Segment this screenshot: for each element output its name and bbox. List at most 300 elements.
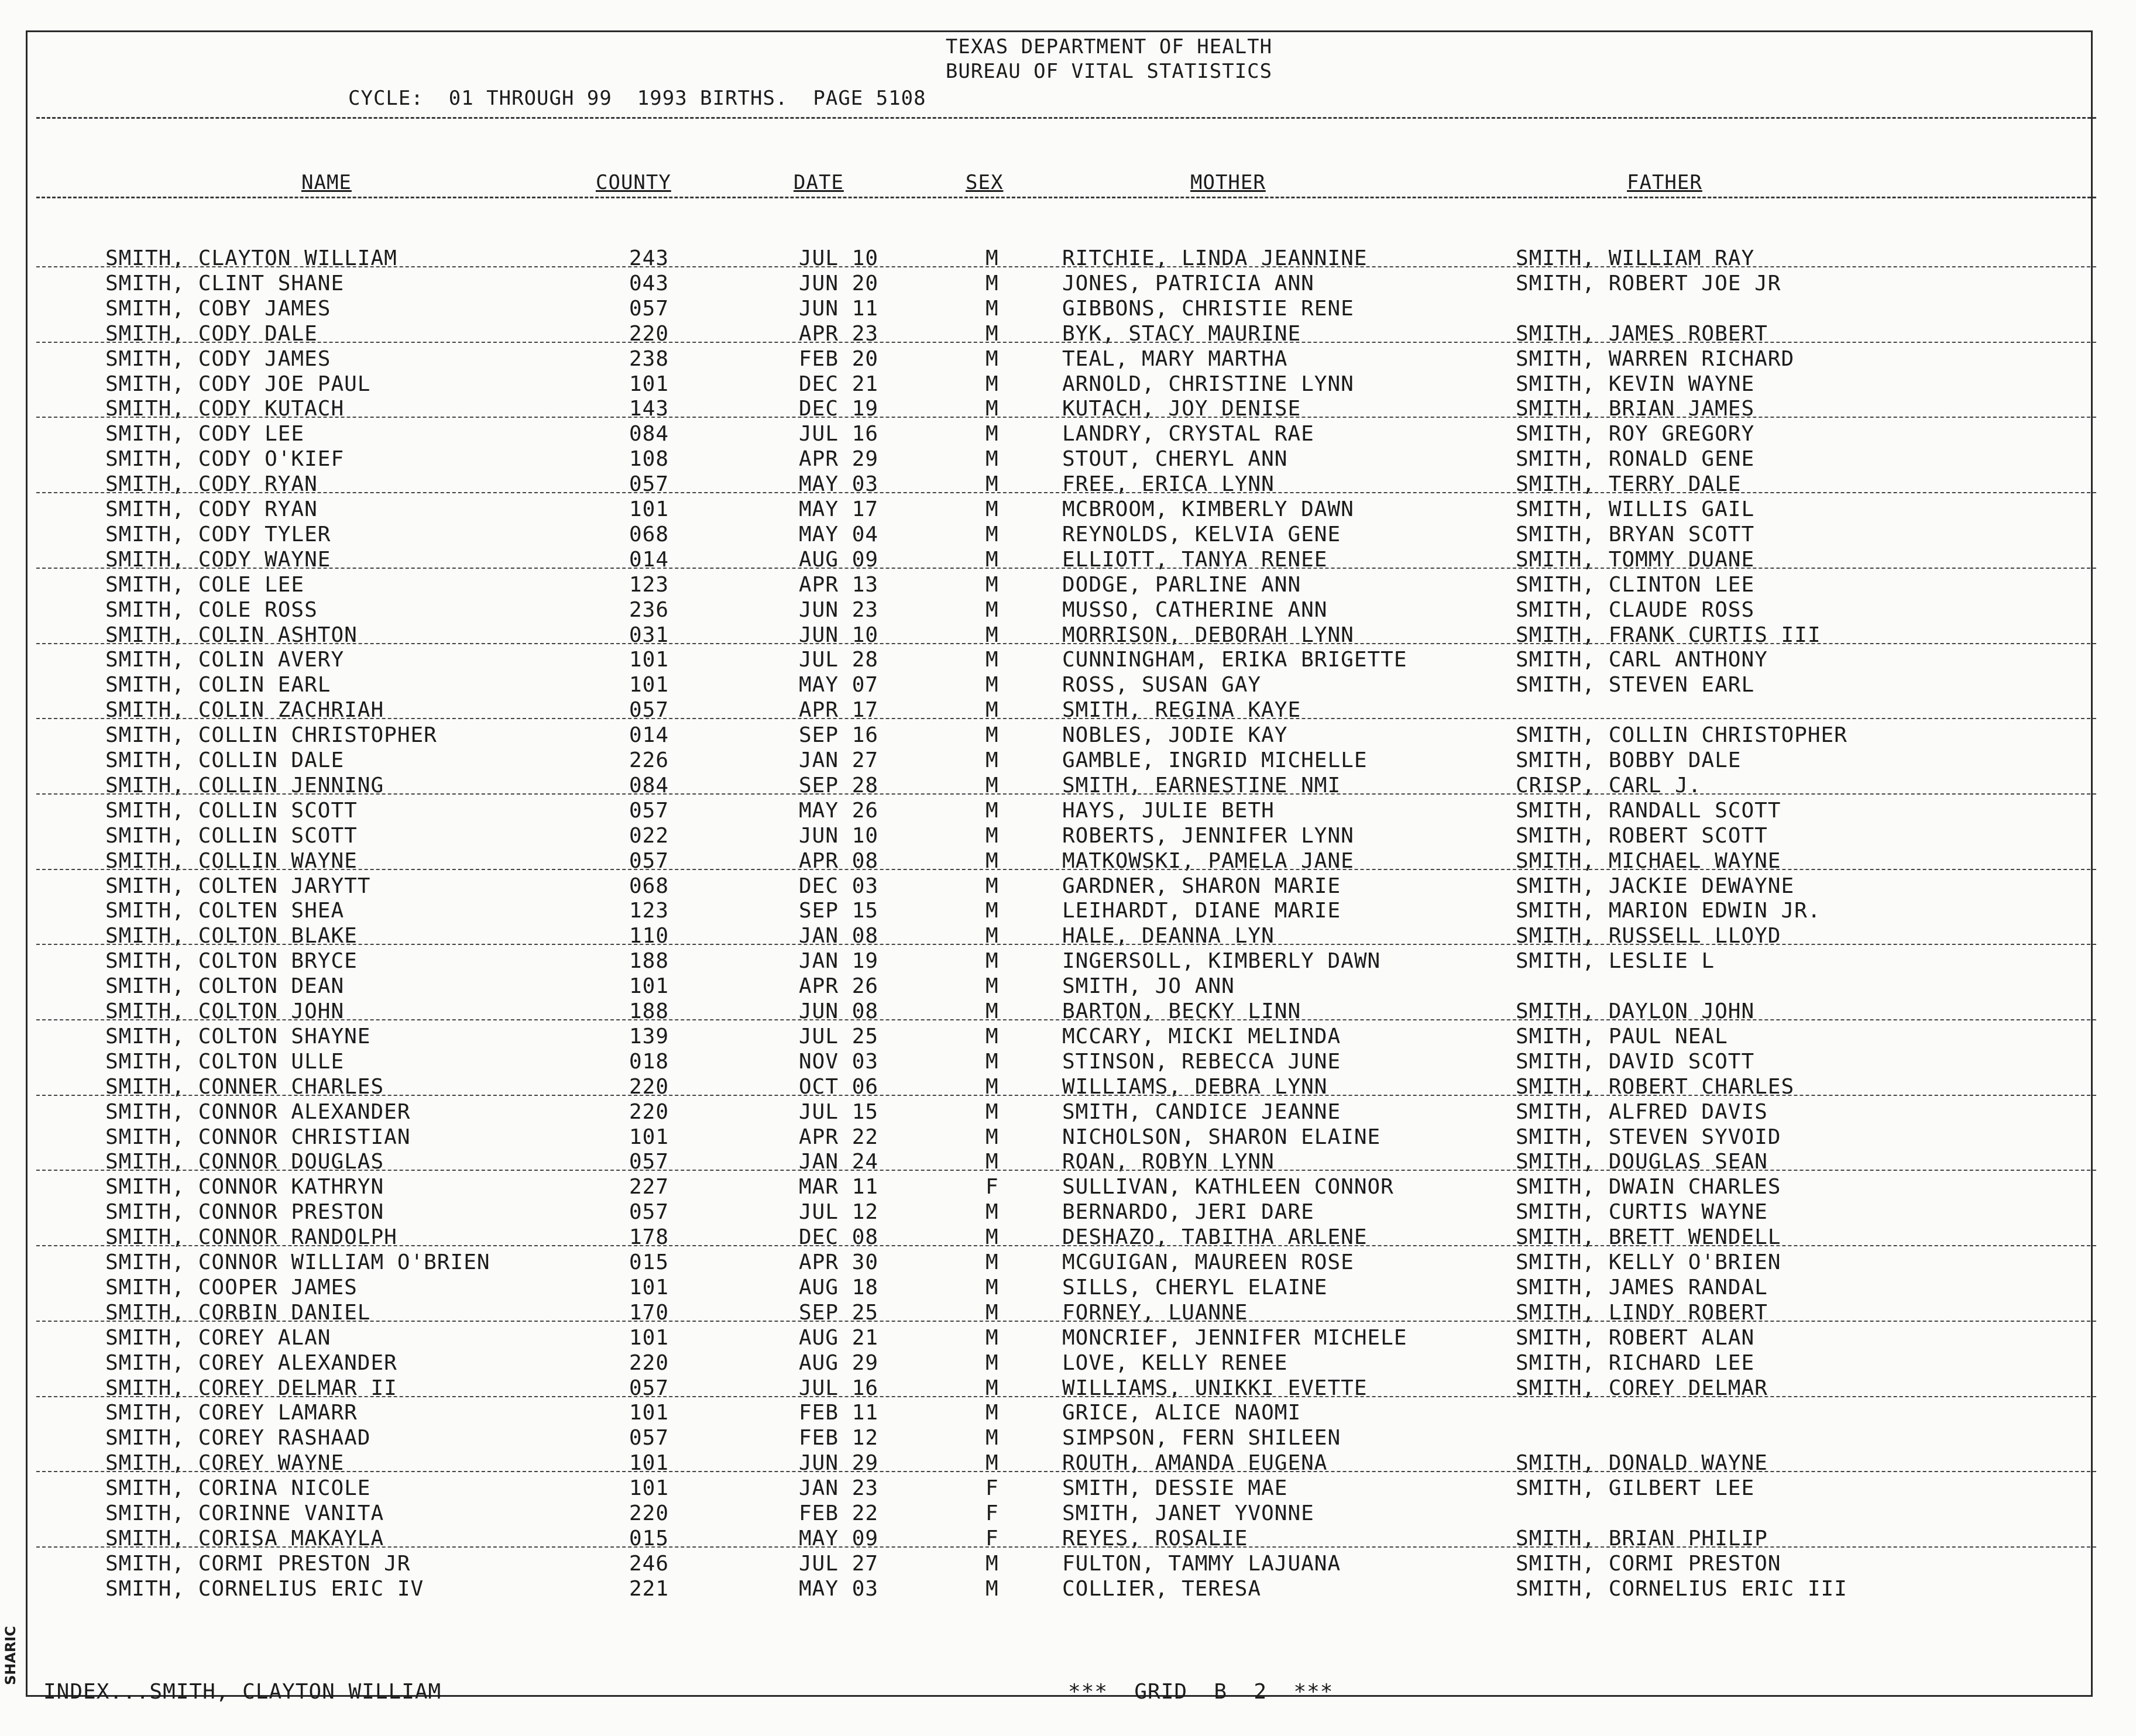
cell-father: SMITH, DAVID SCOTT <box>1516 1050 1755 1074</box>
table-row <box>0 874 2136 899</box>
cell-name: SMITH, COLTON DEAN <box>105 974 345 998</box>
cell-sex: M <box>985 1150 999 1174</box>
cell-sex: M <box>985 1301 999 1325</box>
cell-date: APR 26 <box>799 974 879 998</box>
cell-father: SMITH, KEVIN WAYNE <box>1516 372 1755 396</box>
cell-name: SMITH, CONNER CHARLES <box>105 1075 384 1099</box>
cell-father: SMITH, ALFRED DAVIS <box>1516 1100 1768 1124</box>
table-row <box>0 1074 2136 1099</box>
cell-name: SMITH, CODY LEE <box>105 422 305 446</box>
row-rule <box>36 793 2096 795</box>
table-row <box>0 1325 2136 1350</box>
cell-mother: WILLIAMS, UNIKKI EVETTE <box>1062 1376 1368 1400</box>
cell-father: SMITH, MARION EDWIN JR. <box>1516 899 1821 923</box>
table-row <box>0 246 2136 271</box>
cell-county: 110 <box>629 924 669 948</box>
cell-name: SMITH, COREY LAMARR <box>105 1401 358 1425</box>
cell-county: 068 <box>629 522 669 546</box>
cell-date: JAN 19 <box>799 949 879 973</box>
cell-sex: M <box>985 1451 999 1475</box>
cell-name: SMITH, CORNELIUS ERIC IV <box>105 1577 424 1601</box>
cell-sex: M <box>985 1401 999 1425</box>
table-row <box>0 1024 2136 1049</box>
cell-name: SMITH, CORINA NICOLE <box>105 1476 371 1500</box>
cell-county: 143 <box>629 397 669 421</box>
cell-county: 238 <box>629 347 669 371</box>
cell-name: SMITH, COLE LEE <box>105 573 305 597</box>
table-row <box>0 497 2136 522</box>
cell-sex: M <box>985 472 999 496</box>
cell-name: SMITH, CORBIN DANIEL <box>105 1301 371 1325</box>
cell-county: 057 <box>629 1426 669 1450</box>
cell-father: CRISP, CARL J. <box>1516 774 1702 797</box>
cell-sex: M <box>985 1125 999 1149</box>
cell-county: 101 <box>629 673 669 697</box>
cell-name: SMITH, COREY ALAN <box>105 1326 331 1350</box>
cell-date: JUL 25 <box>799 1025 879 1049</box>
cell-mother: MORRISON, DEBORAH LYNN <box>1062 623 1354 647</box>
cell-name: SMITH, COLTEN JARYTT <box>105 874 371 898</box>
cell-sex: M <box>985 1577 999 1601</box>
cell-name: SMITH, CLINT SHANE <box>105 271 345 295</box>
cell-sex: M <box>985 748 999 772</box>
cell-father: SMITH, BRETT WENDELL <box>1516 1225 1781 1249</box>
row-rule <box>36 1095 2096 1096</box>
cell-mother: SMITH, JANET YVONNE <box>1062 1501 1314 1525</box>
cell-father: SMITH, WILLIAM RAY <box>1516 246 1755 270</box>
cell-mother: NICHOLSON, SHARON ELAINE <box>1062 1125 1381 1149</box>
table-row <box>0 672 2136 697</box>
cell-date: MAY 17 <box>799 497 879 521</box>
cell-date: FEB 11 <box>799 1401 879 1425</box>
cell-name: SMITH, COLTON BRYCE <box>105 949 358 973</box>
cell-father: SMITH, ROY GREGORY <box>1516 422 1755 446</box>
cell-sex: M <box>985 1200 999 1224</box>
report-title: TEXAS DEPARTMENT OF HEALTH <box>945 35 1273 59</box>
cell-mother: SMITH, CANDICE JEANNE <box>1062 1100 1341 1124</box>
divider <box>36 197 2096 198</box>
cell-date: SEP 25 <box>799 1301 879 1325</box>
cell-date: JUN 29 <box>799 1451 879 1475</box>
cell-sex: F <box>985 1476 999 1500</box>
cell-name: SMITH, CODY KUTACH <box>105 397 345 421</box>
table-row <box>0 396 2136 421</box>
cell-name: SMITH, CODY RYAN <box>105 497 318 521</box>
cell-date: APR 30 <box>799 1250 879 1274</box>
cell-county: 123 <box>629 899 669 923</box>
cell-father: SMITH, JACKIE DEWAYNE <box>1516 874 1795 898</box>
cell-county: 101 <box>629 1451 669 1475</box>
table-row <box>0 1400 2136 1425</box>
table-row <box>0 1049 2136 1074</box>
cell-father: SMITH, DWAIN CHARLES <box>1516 1175 1781 1199</box>
cell-county: 220 <box>629 1351 669 1375</box>
cell-sex: M <box>985 648 999 672</box>
cell-sex: M <box>985 774 999 797</box>
cell-sex: M <box>985 497 999 521</box>
row-rule <box>36 1019 2096 1020</box>
cell-sex: M <box>985 673 999 697</box>
cell-county: 084 <box>629 774 669 797</box>
cell-sex: M <box>985 598 999 622</box>
cell-date: MAY 26 <box>799 799 879 823</box>
row-rule <box>36 718 2096 719</box>
cell-county: 221 <box>629 1577 669 1601</box>
cell-date: MAR 11 <box>799 1175 879 1199</box>
cell-sex: M <box>985 874 999 898</box>
cell-name: SMITH, COBY JAMES <box>105 297 331 321</box>
row-rule <box>36 944 2096 945</box>
cell-name: SMITH, CONNOR PRESTON <box>105 1200 384 1224</box>
row-rule <box>36 266 2096 267</box>
cell-date: DEC 03 <box>799 874 879 898</box>
row-rule <box>36 1546 2096 1548</box>
cell-mother: RITCHIE, LINDA JEANNINE <box>1062 246 1368 270</box>
row-rule <box>36 1471 2096 1472</box>
table-row <box>0 597 2136 623</box>
cell-mother: INGERSOLL, KIMBERLY DAWN <box>1062 949 1381 973</box>
cell-name: SMITH, COLLIN SCOTT <box>105 799 358 823</box>
cell-mother: LEIHARDT, DIANE MARIE <box>1062 899 1341 923</box>
cell-sex: F <box>985 1527 999 1551</box>
cell-county: 220 <box>629 1075 669 1099</box>
report-subtitle: BUREAU OF VITAL STATISTICS <box>945 60 1273 83</box>
cell-county: 084 <box>629 422 669 446</box>
cell-name: SMITH, COOPER JAMES <box>105 1276 358 1300</box>
cell-date: SEP 15 <box>799 899 879 923</box>
cell-county: 101 <box>629 497 669 521</box>
cell-date: APR 17 <box>799 698 879 722</box>
cell-mother: ELLIOTT, TANYA RENEE <box>1062 548 1328 572</box>
cell-mother: STOUT, CHERYL ANN <box>1062 447 1288 471</box>
cell-name: SMITH, CORMI PRESTON JR <box>105 1552 411 1576</box>
cell-date: AUG 21 <box>799 1326 879 1350</box>
cell-date: DEC 21 <box>799 372 879 396</box>
table-row <box>0 999 2136 1024</box>
cell-sex: M <box>985 297 999 321</box>
cell-sex: M <box>985 1552 999 1576</box>
cell-sex: M <box>985 999 999 1023</box>
cell-county: 108 <box>629 447 669 471</box>
cell-county: 057 <box>629 1376 669 1400</box>
cell-father: SMITH, STEVEN EARL <box>1516 673 1755 697</box>
cell-mother: SMITH, REGINA KAYE <box>1062 698 1301 722</box>
cell-mother: NOBLES, JODIE KAY <box>1062 723 1288 747</box>
cell-name: SMITH, CODY TYLER <box>105 522 331 546</box>
cell-date: AUG 18 <box>799 1276 879 1300</box>
cell-sex: M <box>985 899 999 923</box>
cell-county: 220 <box>629 322 669 346</box>
row-rule <box>36 568 2096 569</box>
cell-sex: M <box>985 723 999 747</box>
cell-name: SMITH, COREY ALEXANDER <box>105 1351 397 1375</box>
cell-mother: LOVE, KELLY RENEE <box>1062 1351 1288 1375</box>
cell-name: SMITH, CONNOR WILLIAM O'BRIEN <box>105 1250 490 1274</box>
cell-name: SMITH, COLE ROSS <box>105 598 318 622</box>
cell-date: AUG 29 <box>799 1351 879 1375</box>
cell-date: JUN 23 <box>799 598 879 622</box>
cell-county: 101 <box>629 648 669 672</box>
cell-county: 018 <box>629 1050 669 1074</box>
table-row <box>0 623 2136 648</box>
table-row <box>0 271 2136 296</box>
cell-date: JUN 10 <box>799 824 879 848</box>
cell-father: SMITH, BRYAN SCOTT <box>1516 522 1755 546</box>
table-row <box>0 1099 2136 1125</box>
col-header-sex: SEX <box>966 171 1004 194</box>
cell-name: SMITH, COLTON SHAYNE <box>105 1025 371 1049</box>
cell-name: SMITH, COLTON ULLE <box>105 1050 345 1074</box>
table-row <box>0 723 2136 748</box>
cell-sex: M <box>985 698 999 722</box>
cell-mother: SULLIVAN, KATHLEEN CONNOR <box>1062 1175 1394 1199</box>
cell-father: SMITH, RUSSELL LLOYD <box>1516 924 1781 948</box>
table-row <box>0 773 2136 798</box>
cell-date: JUN 08 <box>799 999 879 1023</box>
cell-name: SMITH, CONNOR KATHRYN <box>105 1175 384 1199</box>
cell-mother: CUNNINGHAM, ERIKA BRIGETTE <box>1062 648 1407 672</box>
cell-date: FEB 20 <box>799 347 879 371</box>
row-rule <box>36 1245 2096 1246</box>
cell-county: 101 <box>629 1125 669 1149</box>
cell-father: SMITH, COLLIN CHRISTOPHER <box>1516 723 1847 747</box>
cell-sex: M <box>985 799 999 823</box>
table-row <box>0 572 2136 597</box>
cell-date: JUL 12 <box>799 1200 879 1224</box>
cell-father: SMITH, CURTIS WAYNE <box>1516 1200 1768 1224</box>
cell-father: SMITH, FRANK CURTIS III <box>1516 623 1821 647</box>
cell-mother: ROSS, SUSAN GAY <box>1062 673 1262 697</box>
table-row <box>0 1225 2136 1250</box>
cell-father: SMITH, WILLIS GAIL <box>1516 497 1755 521</box>
cell-county: 057 <box>629 849 669 873</box>
cell-father: SMITH, ROBERT ALAN <box>1516 1326 1755 1350</box>
cell-name: SMITH, CONNOR CHRISTIAN <box>105 1125 411 1149</box>
cell-name: SMITH, COLIN ZACHRIAH <box>105 698 384 722</box>
cell-date: JUN 20 <box>799 271 879 295</box>
cell-mother: BYK, STACY MAURINE <box>1062 322 1301 346</box>
cell-father: SMITH, BOBBY DALE <box>1516 748 1742 772</box>
cell-date: JAN 24 <box>799 1150 879 1174</box>
cell-sex: M <box>985 372 999 396</box>
cell-father: SMITH, JAMES RANDAL <box>1516 1276 1768 1300</box>
table-row <box>0 547 2136 572</box>
table-row <box>0 848 2136 874</box>
cell-name: SMITH, COREY WAYNE <box>105 1451 345 1475</box>
cell-name: SMITH, CODY DALE <box>105 322 318 346</box>
cell-father: SMITH, RANDALL SCOTT <box>1516 799 1781 823</box>
cell-county: 057 <box>629 698 669 722</box>
cell-mother: SIMPSON, FERN SHILEEN <box>1062 1426 1341 1450</box>
cell-mother: REYES, ROSALIE <box>1062 1527 1248 1551</box>
table-row <box>0 948 2136 974</box>
cell-name: SMITH, COLLIN JENNING <box>105 774 384 797</box>
cell-mother: ARNOLD, CHRISTINE LYNN <box>1062 372 1354 396</box>
row-rule <box>36 1321 2096 1322</box>
table-row <box>0 1501 2136 1526</box>
cell-name: SMITH, COLIN ASHTON <box>105 623 358 647</box>
cell-county: 170 <box>629 1301 669 1325</box>
cell-father: SMITH, RONALD GENE <box>1516 447 1755 471</box>
table-row <box>0 522 2136 547</box>
cell-father: SMITH, DONALD WAYNE <box>1516 1451 1768 1475</box>
cell-mother: SILLS, CHERYL ELAINE <box>1062 1276 1328 1300</box>
cell-date: JUL 28 <box>799 648 879 672</box>
cell-sex: M <box>985 422 999 446</box>
cell-mother: MCGUIGAN, MAUREEN ROSE <box>1062 1250 1354 1274</box>
cell-sex: M <box>985 1426 999 1450</box>
cell-date: JUL 10 <box>799 246 879 270</box>
cell-father: SMITH, TOMMY DUANE <box>1516 548 1755 572</box>
cell-mother: STINSON, REBECCA JUNE <box>1062 1050 1341 1074</box>
table-row <box>0 1300 2136 1325</box>
cell-name: SMITH, CONNOR ALEXANDER <box>105 1100 411 1124</box>
col-header-mother: MOTHER <box>1190 171 1266 194</box>
table-row <box>0 1576 2136 1601</box>
row-rule <box>36 643 2096 644</box>
cell-mother: FORNEY, LUANNE <box>1062 1301 1248 1325</box>
table-row <box>0 823 2136 848</box>
cell-mother: SMITH, JO ANN <box>1062 974 1235 998</box>
cell-mother: JONES, PATRICIA ANN <box>1062 271 1314 295</box>
cell-mother: FULTON, TAMMY LAJUANA <box>1062 1552 1341 1576</box>
cell-name: SMITH, CLAYTON WILLIAM <box>105 246 397 270</box>
cell-mother: DESHAZO, TABITHA ARLENE <box>1062 1225 1368 1249</box>
cell-father: SMITH, WARREN RICHARD <box>1516 347 1795 371</box>
cell-father: SMITH, BRIAN JAMES <box>1516 397 1755 421</box>
cell-name: SMITH, CONNOR RANDOLPH <box>105 1225 397 1249</box>
cell-name: SMITH, CORISA MAKAYLA <box>105 1527 384 1551</box>
cell-sex: F <box>985 1175 999 1199</box>
cell-sex: M <box>985 1050 999 1074</box>
cell-county: 101 <box>629 1326 669 1350</box>
cell-mother: COLLIER, TERESA <box>1062 1577 1262 1601</box>
cell-county: 022 <box>629 824 669 848</box>
cell-date: JAN 23 <box>799 1476 879 1500</box>
cell-date: MAY 03 <box>799 1577 879 1601</box>
cell-date: DEC 08 <box>799 1225 879 1249</box>
table-row <box>0 296 2136 321</box>
table-row <box>0 1551 2136 1576</box>
cell-sex: M <box>985 447 999 471</box>
cell-sex: M <box>985 1326 999 1350</box>
cell-father: SMITH, CLAUDE ROSS <box>1516 598 1755 622</box>
side-label: SHARIC <box>2 1626 19 1685</box>
table-row <box>0 697 2136 723</box>
row-rule <box>36 1170 2096 1171</box>
footer-grid: *** GRID B 2 *** <box>1068 1680 1334 1704</box>
cell-father: SMITH, CLINTON LEE <box>1516 573 1755 597</box>
cycle-line: CYCLE: 01 THROUGH 99 1993 BIRTHS. PAGE 5108 <box>348 87 926 110</box>
cell-county: 226 <box>629 748 669 772</box>
cell-date: FEB 22 <box>799 1501 879 1525</box>
cell-name: SMITH, COREY RASHAAD <box>105 1426 371 1450</box>
cell-mother: TEAL, MARY MARTHA <box>1062 347 1288 371</box>
table-row <box>0 421 2136 446</box>
cell-date: AUG 09 <box>799 548 879 572</box>
cell-sex: M <box>985 1250 999 1274</box>
cell-sex: F <box>985 1501 999 1525</box>
cell-father: SMITH, RICHARD LEE <box>1516 1351 1755 1375</box>
cell-sex: M <box>985 347 999 371</box>
col-header-father: FATHER <box>1627 171 1702 194</box>
cell-name: SMITH, CODY JAMES <box>105 347 331 371</box>
cell-father: SMITH, CORNELIUS ERIC III <box>1516 1577 1847 1601</box>
table-row <box>0 346 2136 372</box>
cell-county: 220 <box>629 1501 669 1525</box>
cell-county: 123 <box>629 573 669 597</box>
cell-county: 068 <box>629 874 669 898</box>
table-row <box>0 748 2136 773</box>
cell-date: SEP 16 <box>799 723 879 747</box>
cell-sex: M <box>985 397 999 421</box>
cell-name: SMITH, COLIN EARL <box>105 673 331 697</box>
cell-father: SMITH, MICHAEL WAYNE <box>1516 849 1781 873</box>
cell-date: MAY 07 <box>799 673 879 697</box>
cell-county: 057 <box>629 1150 669 1174</box>
footer-index: INDEX...SMITH, CLAYTON WILLIAM <box>43 1680 442 1704</box>
cell-county: 188 <box>629 949 669 973</box>
table-row <box>0 1476 2136 1501</box>
cell-father: SMITH, ROBERT CHARLES <box>1516 1075 1795 1099</box>
cell-sex: M <box>985 1276 999 1300</box>
col-header-county: COUNTY <box>596 171 671 194</box>
cell-date: MAY 03 <box>799 472 879 496</box>
cell-name: SMITH, CONNOR DOUGLAS <box>105 1150 384 1174</box>
cell-father: SMITH, DOUGLAS SEAN <box>1516 1150 1768 1174</box>
cell-sex: M <box>985 924 999 948</box>
cell-county: 014 <box>629 723 669 747</box>
cell-father: SMITH, KELLY O'BRIEN <box>1516 1250 1781 1274</box>
cell-date: APR 08 <box>799 849 879 873</box>
cell-sex: M <box>985 548 999 572</box>
table-row <box>0 446 2136 472</box>
cell-date: MAY 04 <box>799 522 879 546</box>
cell-date: APR 22 <box>799 1125 879 1149</box>
cell-mother: MATKOWSKI, PAMELA JANE <box>1062 849 1354 873</box>
cell-county: 188 <box>629 999 669 1023</box>
cell-county: 101 <box>629 974 669 998</box>
cell-mother: GRICE, ALICE NAOMI <box>1062 1401 1301 1425</box>
cell-date: SEP 28 <box>799 774 879 797</box>
cell-date: APR 29 <box>799 447 879 471</box>
cell-county: 178 <box>629 1225 669 1249</box>
cell-father: SMITH, JAMES ROBERT <box>1516 322 1768 346</box>
cell-name: SMITH, CODY RYAN <box>105 472 318 496</box>
cell-date: JAN 08 <box>799 924 879 948</box>
cell-father: SMITH, COREY DELMAR <box>1516 1376 1768 1400</box>
cell-county: 236 <box>629 598 669 622</box>
cell-sex: M <box>985 1100 999 1124</box>
cell-date: JAN 27 <box>799 748 879 772</box>
cell-county: 101 <box>629 1276 669 1300</box>
cell-mother: KUTACH, JOY DENISE <box>1062 397 1301 421</box>
table-row <box>0 1199 2136 1225</box>
cell-father: SMITH, ROBERT JOE JR <box>1516 271 1781 295</box>
cell-county: 057 <box>629 1200 669 1224</box>
table-row <box>0 1275 2136 1300</box>
col-header-name: NAME <box>301 171 352 194</box>
table-row <box>0 472 2136 497</box>
cell-mother: BERNARDO, JERI DARE <box>1062 1200 1314 1224</box>
cell-date: JUN 11 <box>799 297 879 321</box>
cell-date: APR 13 <box>799 573 879 597</box>
table-row <box>0 798 2136 823</box>
cell-county: 101 <box>629 372 669 396</box>
cell-county: 015 <box>629 1250 669 1274</box>
cell-date: DEC 19 <box>799 397 879 421</box>
cell-county: 243 <box>629 246 669 270</box>
